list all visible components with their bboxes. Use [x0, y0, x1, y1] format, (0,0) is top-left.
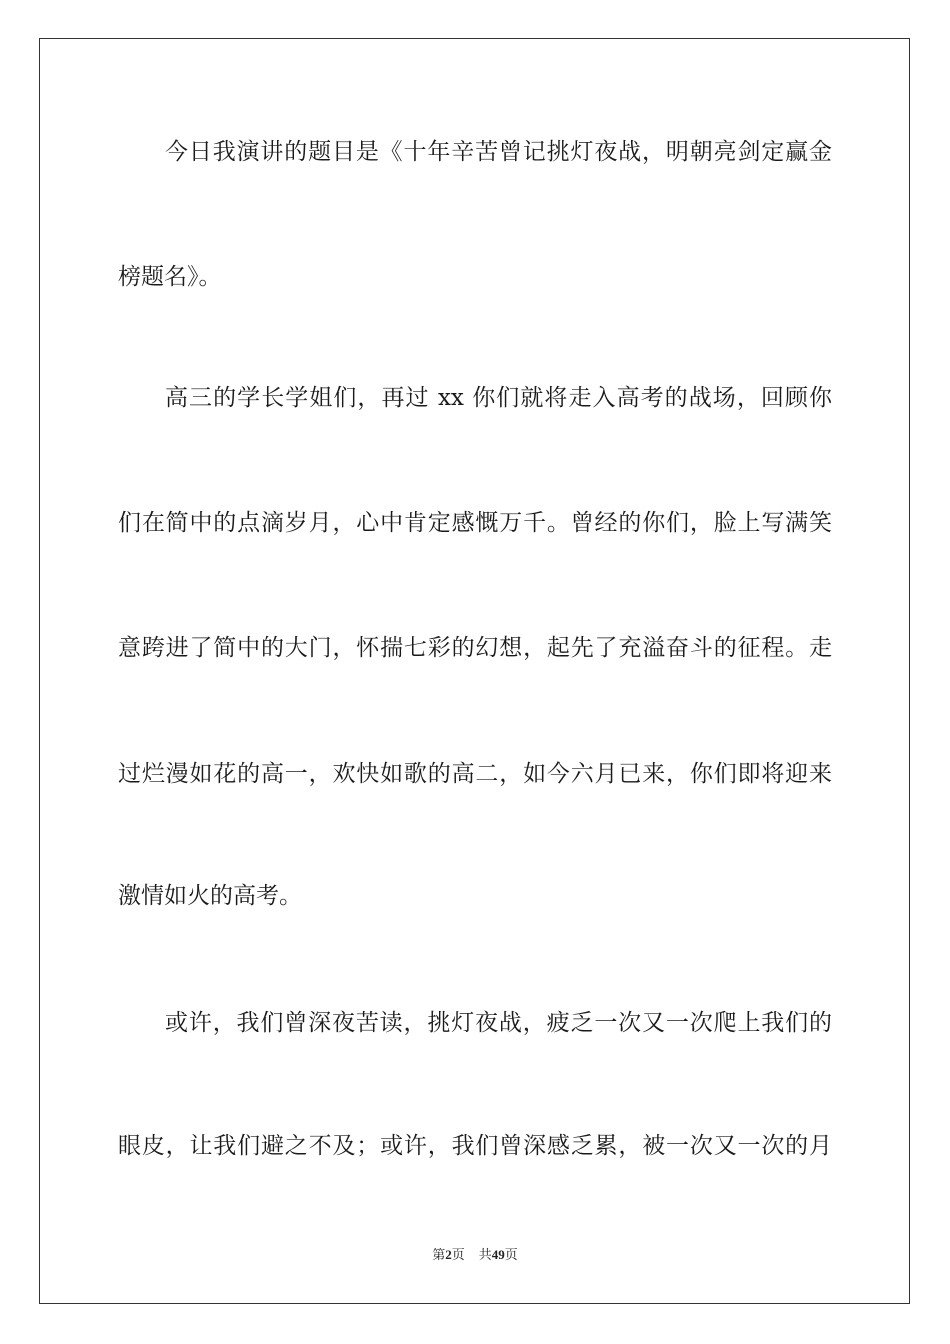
footer-page-prefix: 第: [432, 1247, 446, 1262]
paragraph-2-line-5: 激情如火的高考。: [118, 883, 302, 909]
paragraph-1-line-2: 榜题名》。: [118, 264, 222, 290]
footer-total-prefix: 共: [478, 1247, 492, 1262]
footer-page-number: 2: [445, 1247, 452, 1262]
paragraph-2-line-3: 意跨进了简中的大门，怀揣七彩的幻想，起先了充溢奋斗的征程。走: [118, 635, 832, 661]
paragraph-2-line-2: 们在简中的点滴岁月，心中肯定感慨万千。曾经的你们，脸上写满笑: [118, 510, 832, 536]
footer-total-pages: 49: [491, 1247, 505, 1262]
paragraph-3-line-1: 或许，我们曾深夜苦读，挑灯夜战，疲乏一次又一次爬上我们的: [165, 1010, 832, 1036]
paragraph-1-line-1: 今日我演讲的题目是《十年辛苦曾记挑灯夜战，明朝亮剑定赢金: [165, 139, 832, 165]
paragraph-2-line-4: 过烂漫如花的高一，欢快如歌的高二，如今六月已来，你们即将迎来: [118, 761, 832, 787]
footer-page-suffix: 页: [451, 1247, 465, 1262]
page-footer: [0, 1246, 950, 1264]
page-border: [39, 38, 910, 1304]
paragraph-3-line-2: 眼皮，让我们避之不及；或许，我们曾深感乏累，被一次又一次的月: [118, 1133, 832, 1159]
footer-total-suffix: 页: [504, 1247, 518, 1262]
paragraph-2-line-1: 高三的学长学姐们，再过 xx 你们就将走入高考的战场，回顾你: [165, 385, 832, 411]
